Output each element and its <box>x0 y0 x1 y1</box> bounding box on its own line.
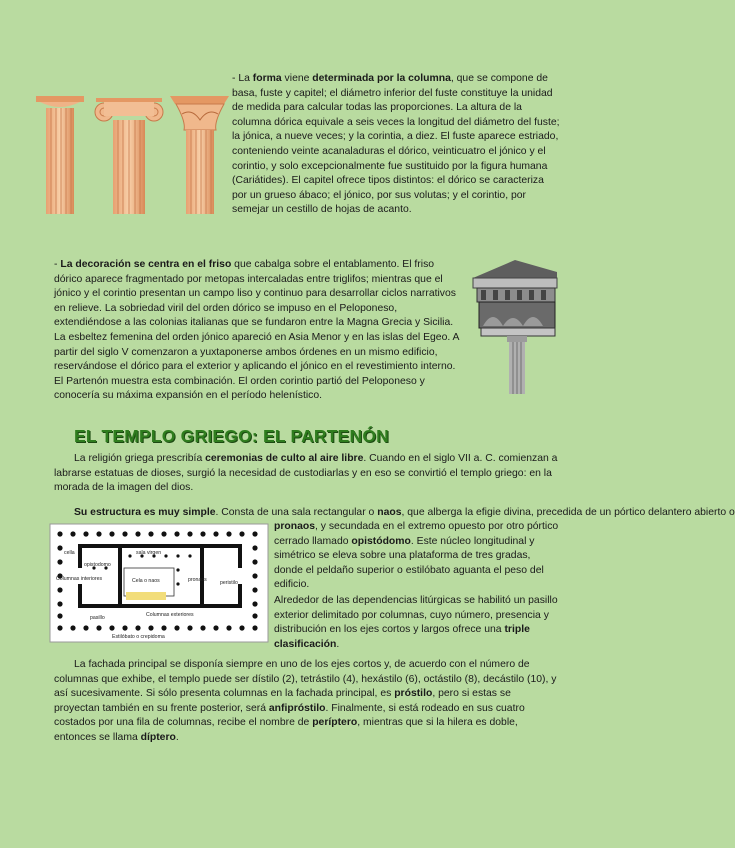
structure-first-line: Su estructura es muy simple. Consta de una sala rectangular o naos, que alberga la efigie divina, precedida de un pórtico delantero abierto o <box>74 507 735 518</box>
plan-label-estilobato: Estilóbato o crepidoma <box>112 634 165 640</box>
temple-floor-plan <box>50 524 268 642</box>
corinthian-column <box>170 96 229 214</box>
plan-label-sala: sala virgen <box>136 550 162 556</box>
facade-paragraph: La fachada principal se disponía siempre en uno de los ejes cortos y, de acuerdo con el número de columnas que exhibe, el templo puede ser dístilo (2), tetrástilo (4), hexástilo (6), octástilo (8), decástilo (10), y así sucesivamente. Si sólo presenta columnas en la fachada principal, es próstilo, pero si estas se proyectan también en su frente posterior, será anfipróstilo. Finalmente, si está rodeado en sus cuatro costados por una fila de columnas, recibe el nombre de períptero, mientras que si la hilera es doble, entonces se llama díptero. <box>54 659 557 743</box>
plan-label-pasillo: pasillo <box>90 615 105 621</box>
plan-label-peristilo: peristilo <box>220 580 238 586</box>
section-title: EL TEMPLO GRIEGO: EL PARTENÓN <box>74 426 389 446</box>
entablature-illustration <box>473 258 557 394</box>
plan-label-pronaos: pronaos <box>188 577 207 583</box>
structure-paragraph: pronaos, y secundada en el extremo opuesto por otro pórtico cerrado llamado opistódomo. Este núcleo longitudinal y simétrico se eleva sobre una plataforma de tres gradas, donde el peldaño superior o estilóbato aguanta el peso del edificio. <box>274 521 559 591</box>
plan-label-opistodomo: opistodomo <box>84 562 111 568</box>
column-form-paragraph: - La forma viene determinada por la columna, que se compone de basa, fuste y capitel; el diámetro inferior del fuste constituye la unidad de medida para calcular todas las proporciones. La altura de la columna dórica equivale a seis veces la longitud del diámetro del fuste; la jónica, a nueve veces; y la corintia, a diez. El fuste aparece estriado, conteniendo veinte acanaladuras el dórico, veinticuatro el jónico y el corintio, y solo excepcionalmente fue sustituido por la figura humana (Cariátides). El capitel ofrece tipos distintos: el dórico se caracteriza por un grueso ábaco; el jónico, por sus volutas; y el corintio, por semejar un cestillo de hojas de acanto. <box>232 73 560 216</box>
greek-columns-illustration <box>36 92 231 214</box>
ionic-column <box>95 98 163 214</box>
religion-paragraph: La religión griega prescribía ceremonias de culto al aire libre. Cuando en el siglo VII a. C. comienzan a labrarse estatuas de dioses, surgió la necesidad de custodiarlas y en eso se convirtió el templo griego: en la morada de la imagen del dios. <box>54 453 558 494</box>
classification-paragraph: Alrededor de las dependencias litúrgicas se habilitó un pasillo exterior delimitado por columnas, cuyo número, presencia y distribución en los ejes cortos y largos ofrece una triple clasificación. <box>274 595 558 650</box>
plan-label-interior-columns: Columnas interiores <box>56 576 103 582</box>
frieze-decoration-paragraph: - La decoración se centra en el friso que cabalga sobre el entablamento. El friso dórico aparece fragmentado por metopas intercaladas entre triglifos; mientras que el jónico y el corintio presentan un campo liso y continuo para desarrollar ciclos narrativos en relieve. La sobriedad viril del orden dórico se impuso en el Peloponeso, extendiéndose a las colonias italianas que se fundaron entre la Magna Grecia y Sicilia. La esbeltez femenina del orden jónico apareció en Asia Menor y en las islas del Egeo. A partir del siglo V comenzaron a yuxtaponerse ambos órdenes en un mismo edificio, reservándose el dórico para el exterior y aplicando el jónico en el revestimiento interno. El Partenón muestra esta combinación. El orden corintio partió del Peloponeso y conocería su máxima expansión en el período helenístico. <box>54 259 459 402</box>
plan-label-cela-naos: Cela o naos <box>132 578 160 584</box>
plan-label-exterior-columns: Columnas exteriores <box>146 612 194 618</box>
plan-label-cella: cella <box>64 550 75 556</box>
doric-column <box>36 96 84 214</box>
